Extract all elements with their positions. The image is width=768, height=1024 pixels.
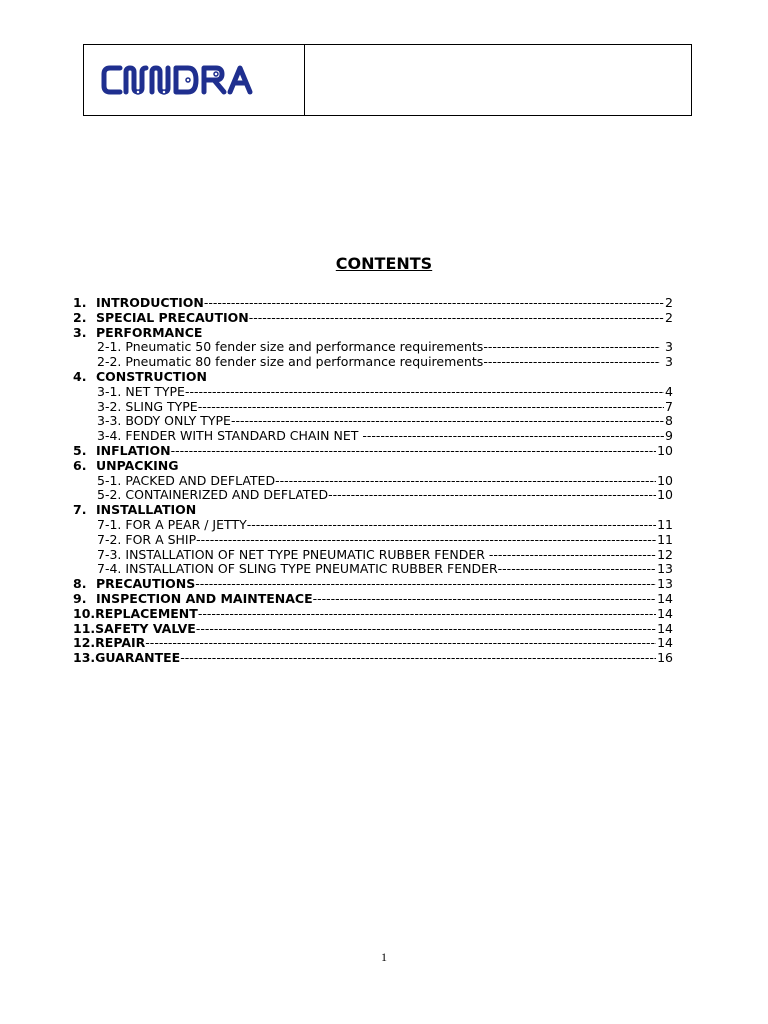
- toc-entry: [73, 326, 673, 341]
- toc-entry-number: 2-2.: [97, 355, 122, 370]
- toc-entry-number: 13.: [73, 651, 96, 666]
- toc-entry-page: 4: [665, 384, 673, 399]
- toc-entry-label: INFLATION: [96, 443, 171, 458]
- toc-entry-number: 6.: [73, 458, 87, 473]
- toc-leader-dashes: [185, 385, 664, 400]
- toc-entry-label: CONTAINERIZED AND DEFLATED: [125, 488, 329, 503]
- toc-entry: [73, 592, 673, 607]
- toc-entry-page: 9: [665, 429, 673, 444]
- toc-leader-dashes: [198, 607, 656, 622]
- toc-entry-number: 3-2.: [97, 399, 122, 414]
- toc-entry-label: REPLACEMENT: [95, 606, 198, 621]
- toc-entry: [73, 651, 673, 666]
- toc-entry: [73, 562, 673, 577]
- toc-entry-label: INSPECTION AND MAINTENACE: [96, 591, 313, 606]
- toc-entry: [73, 533, 673, 548]
- toc-entry-page: 16: [657, 651, 673, 666]
- toc-leader-dashes: [362, 429, 664, 444]
- toc-entry-page: 11: [657, 532, 673, 547]
- toc-entry-number: 3.: [73, 325, 87, 340]
- toc-leader-dashes: [275, 474, 656, 489]
- toc-entry-number: 3-3.: [97, 414, 122, 429]
- toc-entry-number: 7-3.: [97, 547, 122, 562]
- toc-entry-number: 5-1.: [97, 473, 122, 488]
- toc-entry-label: REPAIR: [95, 636, 146, 651]
- toc-entry: [73, 370, 673, 385]
- toc-leader-dashes: [180, 651, 656, 666]
- toc-entry: [73, 296, 673, 311]
- toc-entry-page: 13: [657, 562, 673, 577]
- toc-entry-page: 13: [657, 577, 673, 592]
- logo-cell: [84, 45, 305, 115]
- toc-entry-number: 12.: [73, 636, 96, 651]
- toc-leader-dashes: [489, 548, 656, 563]
- toc-entry-label: CONSTRUCTION: [96, 369, 208, 384]
- toc-entry-page: 8: [665, 414, 673, 429]
- toc-entry: [73, 311, 673, 326]
- toc-entry-label: GUARANTEE: [95, 651, 181, 666]
- toc-entry: [73, 474, 673, 489]
- toc-entry-number: 4.: [73, 369, 87, 384]
- toc-leader-dashes: [483, 340, 660, 355]
- toc-entry-label: FOR A SHIP: [125, 532, 197, 547]
- toc-leader-dashes: [328, 488, 656, 503]
- toc-leader-dashes: [195, 577, 656, 592]
- toc-entry: [73, 503, 673, 518]
- page-number: 1: [381, 950, 387, 964]
- toc-entry-number: 5-2.: [97, 488, 122, 503]
- toc-entry-label: BODY ONLY TYPE: [125, 414, 231, 429]
- toc-entry-page: 3: [661, 340, 673, 355]
- toc-entry-label: PRECAUTIONS: [96, 577, 196, 592]
- toc-leader-dashes: [171, 444, 657, 459]
- toc-entry-page: 12: [657, 547, 673, 562]
- toc-entry-page: 10: [657, 488, 673, 503]
- toc-entry-label: INTRODUCTION: [96, 296, 204, 310]
- toc-entry-label: INSTALLATION OF SLING TYPE PNEUMATIC RUBBER FENDER: [125, 562, 498, 577]
- toc-leader-dashes: [145, 636, 656, 651]
- company-logo: [100, 62, 260, 98]
- toc-entry-label: Pneumatic 50 fender size and performance requirements: [125, 340, 484, 355]
- toc-entry: [73, 414, 673, 429]
- toc-entry-page: 11: [657, 517, 673, 532]
- toc-entry: [73, 444, 673, 459]
- toc-entry-page: 2: [665, 310, 673, 325]
- toc-entry-number: 1.: [73, 296, 87, 310]
- toc-entry: [73, 355, 673, 370]
- toc-leader-dashes: [196, 533, 656, 548]
- toc-entry-number: 8.: [73, 577, 87, 592]
- toc-entry-label: PERFORMANCE: [96, 325, 203, 340]
- toc-entry-label: PACKED AND DEFLATED: [125, 473, 276, 488]
- table-of-contents: [73, 296, 673, 666]
- contents-title: CONTENTS: [335, 254, 433, 273]
- toc-entry-label: FENDER WITH STANDARD CHAIN NET: [125, 429, 363, 444]
- toc-entry-number: 2-1.: [97, 340, 122, 355]
- toc-entry-number: 5.: [73, 443, 87, 458]
- toc-entry-page: 10: [657, 443, 673, 458]
- toc-entry: [73, 607, 673, 622]
- toc-entry: [73, 622, 673, 637]
- toc-entry: [73, 340, 673, 355]
- toc-entry: [73, 636, 673, 651]
- toc-entry-number: 9.: [73, 591, 87, 606]
- toc-entry: [73, 518, 673, 533]
- toc-leader-dashes: [204, 296, 664, 311]
- toc-entry-page: 3: [661, 355, 673, 370]
- toc-leader-dashes: [313, 592, 656, 607]
- toc-entry: [73, 548, 673, 563]
- toc-entry-number: 2.: [73, 310, 87, 325]
- toc-leader-dashes: [247, 518, 656, 533]
- toc-entry-label: SLING TYPE: [125, 399, 198, 414]
- toc-entry-label: INSTALLATION OF NET TYPE PNEUMATIC RUBBER FENDER: [125, 547, 489, 562]
- toc-entry-page: 2: [665, 296, 673, 310]
- toc-entry-number: 3-4.: [97, 429, 122, 444]
- toc-entry: [73, 400, 673, 415]
- toc-leader-dashes: [196, 622, 656, 637]
- toc-entry-number: 7-1.: [97, 517, 122, 532]
- toc-entry-page: 14: [657, 636, 673, 651]
- toc-entry: [73, 459, 673, 474]
- toc-entry-page: 14: [657, 591, 673, 606]
- toc-entry: [73, 429, 673, 444]
- toc-entry-page: 7: [665, 399, 673, 414]
- toc-entry-page: 14: [657, 606, 673, 621]
- toc-entry-number: 3-1.: [97, 384, 122, 399]
- toc-entry-number: 7-4.: [97, 562, 122, 577]
- toc-entry-number: 10.: [73, 606, 96, 621]
- toc-leader-dashes: [483, 355, 660, 370]
- toc-entry-label: INSTALLATION: [96, 503, 197, 518]
- toc-leader-dashes: [231, 414, 664, 429]
- toc-entry-number: 7.: [73, 503, 87, 518]
- toc-entry-number: 11.: [73, 621, 96, 636]
- toc-entry: [73, 577, 673, 592]
- toc-entry-number: 7-2.: [97, 532, 122, 547]
- toc-leader-dashes: [198, 400, 664, 415]
- header-blank-cell: [305, 45, 691, 115]
- toc-entry-label: UNPACKING: [96, 458, 179, 473]
- toc-entry-label: SPECIAL PRECAUTION: [96, 310, 249, 325]
- toc-entry-label: NET TYPE: [125, 384, 185, 399]
- toc-entry: [73, 385, 673, 400]
- toc-entry-label: Pneumatic 80 fender size and performance requirements: [125, 355, 484, 370]
- toc-leader-dashes: [498, 562, 656, 577]
- toc-entry-label: FOR A PEAR / JETTY: [125, 517, 247, 532]
- toc-entry-page: 14: [657, 621, 673, 636]
- toc-entry: [73, 488, 673, 503]
- toc-entry-label: SAFETY VALVE: [95, 621, 196, 636]
- toc-entry-page: 10: [657, 473, 673, 488]
- header-table: [83, 44, 692, 116]
- toc-leader-dashes: [249, 311, 664, 326]
